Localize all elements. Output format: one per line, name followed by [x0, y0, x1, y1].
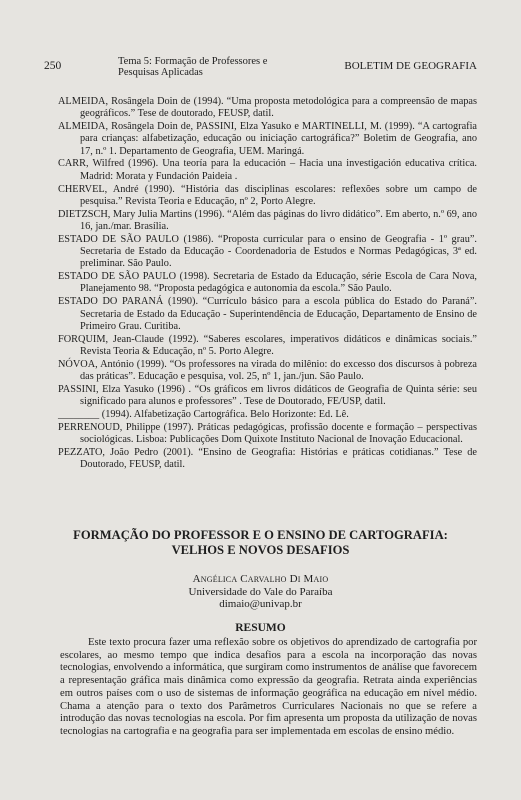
reference-item: FORQUIM, Jean-Claude (1992). “Saberes escolares, imperativos didáticos e dinâmicas sociais.” Revista Teoria & Educação, nº 5. Porto Alegre. [58, 333, 477, 357]
section-title-line-2: Pesquisas Aplicadas [118, 67, 203, 78]
reference-item: NÓVOA, António (1999). “Os professores na virada do milênio: do excesso dos discursos à pobreza das práticas”. Educação e pesquisa, vol. 25, nº 1, jan./jun. São Paulo. [58, 358, 477, 383]
article-title-line-2: VELHOS E NOVOS DESAFIOS [171, 543, 350, 557]
reference-item: DIETZSCH, Mary Julia Martins (1996). “Além das páginas do livro didático”. Em aberto, n.º 69, ano 16, jan./mar. Brasília. [58, 208, 477, 232]
reference-item: CHERVEL, André (1990). “História das disciplinas escolares: reflexões sobre um campo de pesquisa.” Revista Teoria e Educação, nº 2, Porto Alegre. [58, 183, 477, 207]
abstract-text: Este texto procura fazer uma reflexão sobre os objetivos do aprendizado de cartografia por escolares, ao mesmo tempo que indica desafios para a escola na incorporação das novas tecnologias, envolvendo a informática, que surgiram como instrumentos de análise que favorecem a representação gráfica mais dinâmica como expressão da geografia. Retrata ainda experiências em outros países com o uso de sistemas de informação geográfica na educação em nível médio. Chama a atenção para o texto dos Parâmetros Curriculares Nacionais no que se refere a introdução das novas tecnologias na escola. Por fim apresenta um proposta da utilização de novas tecnologias na cartografia e na geografia para ser implementada em escolas de ensino médio. [60, 637, 477, 737]
reference-item: ESTADO DE SÃO PAULO (1986). “Proposta curricular para o ensino de Geografia - 1º grau”. Secretaria de Estado da Educação - Coordenadoria de Estudos e Normas Pedagógicas, 3ª ed. preliminar. São Paulo. [58, 233, 477, 270]
reference-item: ESTADO DE SÃO PAULO (1998). Secretaria de Estado da Educação, série Escola de Cara Nova, Planejamento 98. “Proposta pedagógica e autonomia da escola.” São Paulo. [58, 271, 477, 295]
reference-item: CARR, Wilfred (1996). Una teoría para la educación – Hacia una investigación educativa crítica. Madrid: Morata y Fundación Paideia . [58, 158, 477, 182]
abstract-heading: RESUMO [235, 622, 286, 634]
reference-item: ALMEIDA, Rosângela Doin de, PASSINI, Elza Yasuko e MARTINELLI, M. (1999). “A cartografia para crianças: alfabetização, educação ou iniciação cartográfica?” Boletim de Geografia, ano 17, n.º 1. Departamento de Geografia, UEM. Maringá. [58, 121, 477, 157]
reference-item: PEZZATO, João Pedro (2001). “Ensino de Geografia: Histórias e práticas cotidianas.” Tese de Doutorado, FEUSP, datil. [58, 446, 477, 471]
author-affiliation: Universidade do Vale do Paraíba [188, 585, 333, 598]
reference-item: PASSINI, Elza Yasuko (1996) . “Os gráficos em livros didáticos de Geografia de Quinta série: seu significado para alunos e professores” . Tese de Doutorado, FE/USP, datil. [58, 383, 477, 408]
reference-item: ________ (1994). Alfabetização Cartográfica. Belo Horizonte: Ed. Lê. [58, 408, 349, 420]
author-block [44, 573, 477, 611]
reference-item: PERRENOUD, Philippe (1997). Práticas pedagógicas, profissão docente e formação – perspectivas sociológicas. Lisboa: Publicações Dom Quixote Instituto Nacional de Inovação Educacional. [58, 421, 477, 446]
article-title-line-1: FORMAÇÃO DO PROFESSOR E O ENSINO DE CARTOGRAFIA: [73, 528, 448, 542]
section-title-line-1: Tema 5: Formação de Professores e [118, 56, 268, 67]
reference-item: ALMEIDA, Rosângela Doin de (1994). “Uma proposta metodológica para a compreensão de mapas geográficos.” Tese de doutorado, FEUSP, datil. [58, 96, 477, 120]
author-name: Angélica Carvalho Di Maio [192, 573, 329, 585]
journal-title: BOLETIM DE GEOGRAFIA [344, 60, 477, 72]
page-number: 250 [44, 60, 62, 72]
page-header [44, 46, 477, 78]
references-list [58, 96, 477, 472]
author-email: dimaio@univap.br [219, 598, 302, 611]
reference-item: ESTADO DO PARANÁ (1990). “Currículo básico para a escola pública do Estado do Paraná”. Secretaria de Estado da Educação - Superintendência de Educação, Departamento de Ensino de Primeiro Grau. Curitiba. [58, 296, 477, 332]
section-title [118, 46, 344, 78]
article-title [44, 528, 477, 558]
